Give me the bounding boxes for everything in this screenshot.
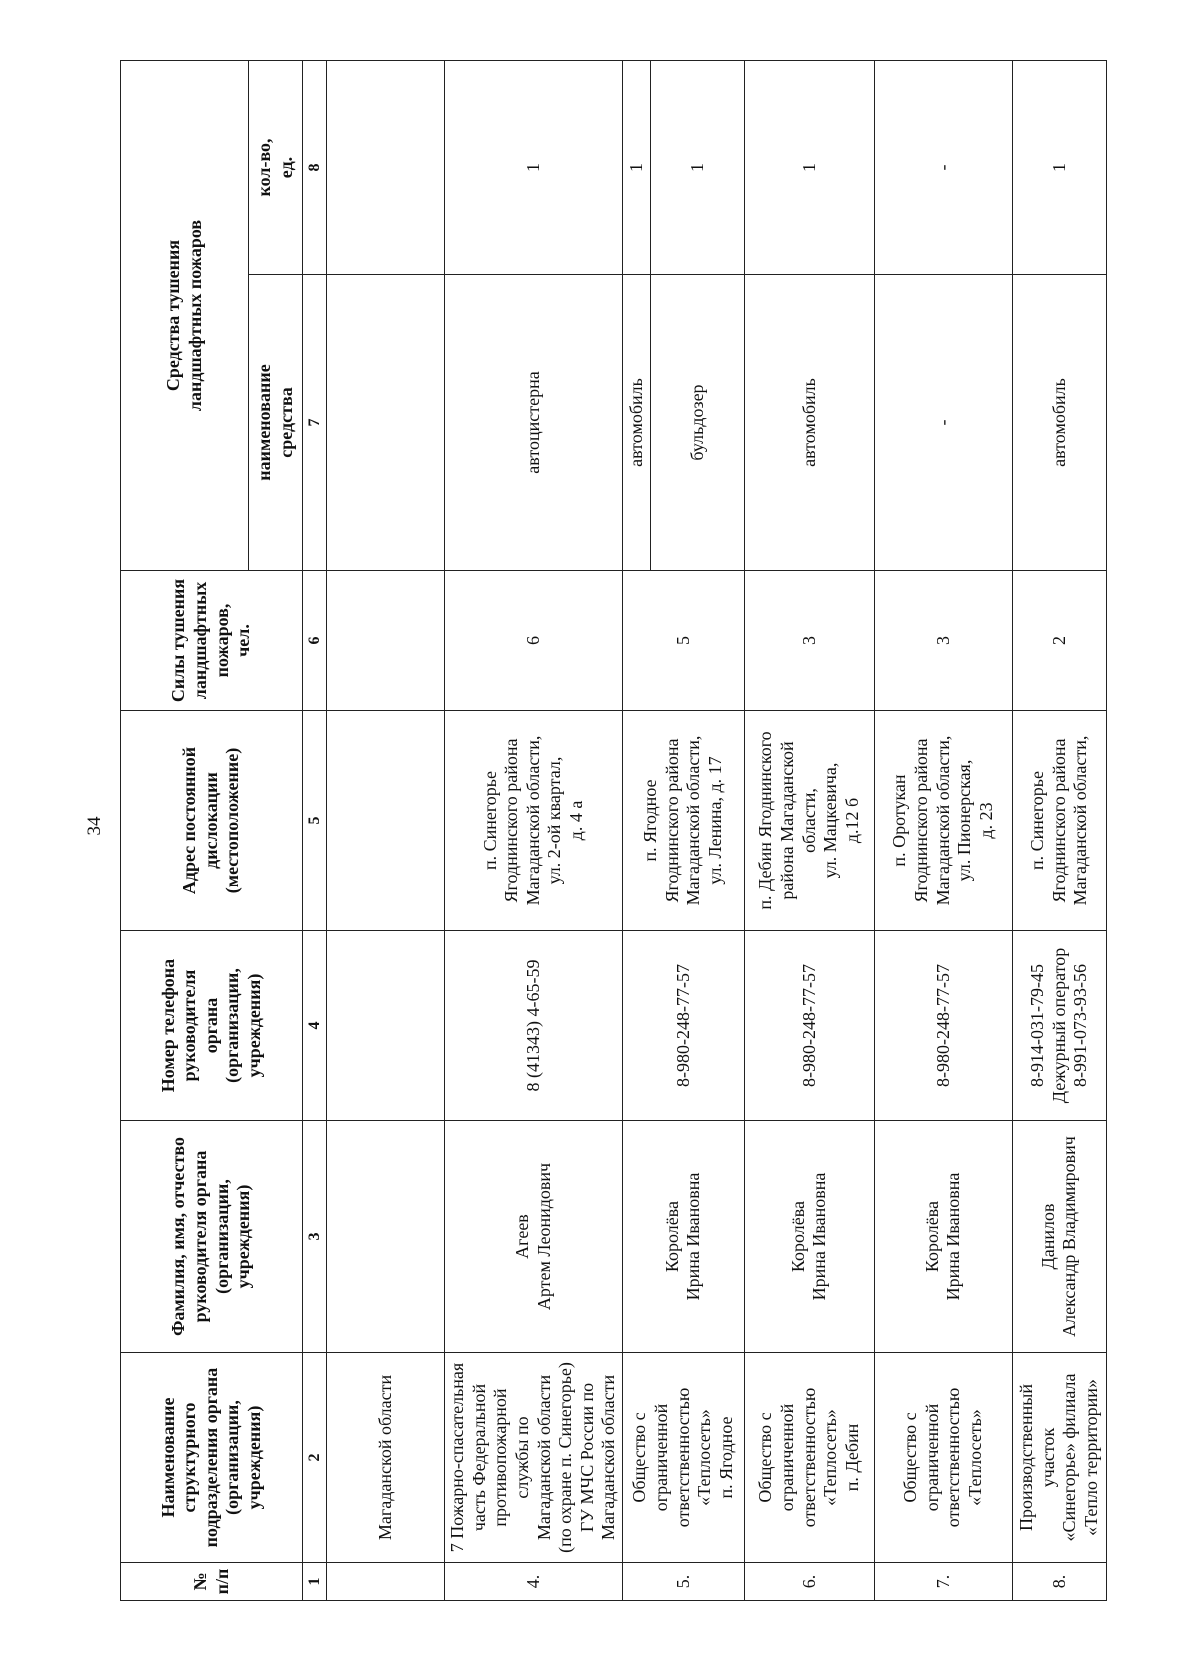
row-org: Общество с ограниченной ответственностью «Теплосеть» п. Дебин xyxy=(744,1353,874,1563)
row-phone: 8-980-248-77-57 xyxy=(744,931,874,1121)
header-head: Фамилия, имя, отчество руководителя органа (организации, учреждения) xyxy=(121,1121,303,1353)
column-number: 6 xyxy=(303,571,327,711)
row-head: Королёва Ирина Ивановна xyxy=(874,1121,1012,1353)
row-forces: 3 xyxy=(874,571,1012,711)
column-number: 4 xyxy=(303,931,327,1121)
row-phone: 8-980-248-77-57 xyxy=(622,931,744,1121)
page-number: 34 xyxy=(84,816,105,836)
row-num: 8. xyxy=(1012,1563,1106,1601)
column-numbers-row xyxy=(303,61,327,1601)
row-head xyxy=(327,1121,445,1353)
row-head: Королёва Ирина Ивановна xyxy=(744,1121,874,1353)
row-means-name: - xyxy=(874,275,1012,571)
row-address: п. Синегорье Ягоднинского района Магаданской области, xyxy=(1012,711,1106,931)
row-means-qty: - xyxy=(874,61,1012,275)
row-means-name: бульдозер xyxy=(650,275,744,571)
row-address: п. Синегорье Ягоднинского района Магаданской области, ул. 2-ой квартал, д. 4 а xyxy=(445,711,623,931)
table-row xyxy=(1012,61,1106,1601)
row-means-qty: 1 xyxy=(622,61,650,275)
row-means-qty: 1 xyxy=(1012,61,1106,275)
row-means-name: автомобиль xyxy=(622,275,650,571)
row-address: п. Оротукан Ягоднинского района Магаданской области, ул. Пионерская, д. 23 xyxy=(874,711,1012,931)
header-forces: Силы тушения ландшафтных пожаров, чел. xyxy=(121,571,303,711)
row-address: п. Ягодное Ягоднинского района Магаданской области, ул. Ленина, д. 17 xyxy=(622,711,744,931)
header-address: Адрес постоянной дислокации (местоположение) xyxy=(121,711,303,931)
row-org: Производственный участок «Синегорье» филиала «Тепло территории» xyxy=(1012,1353,1106,1563)
row-address: п. Дебин Ягоднинского района Магаданской области, ул. Мацкевича, д.12 б xyxy=(744,711,874,931)
row-means-name: автомобиль xyxy=(1012,275,1106,571)
row-means-qty xyxy=(327,61,445,275)
column-number: 8 xyxy=(303,61,327,275)
header-means-qty: кол-во, ед. xyxy=(249,61,303,275)
row-num xyxy=(327,1563,445,1601)
row-forces: 3 xyxy=(744,571,874,711)
row-head: Агеев Артем Леонидович xyxy=(445,1121,623,1353)
header-org: Наименование структурного подразделения органа (организации, учреждения) xyxy=(121,1353,303,1563)
row-means-qty: 1 xyxy=(650,61,744,275)
row-forces: 5 xyxy=(622,571,744,711)
column-number: 1 xyxy=(303,1563,327,1601)
row-forces xyxy=(327,571,445,711)
row-head: Королёва Ирина Ивановна xyxy=(622,1121,744,1353)
header-means-name: наименование средства xyxy=(249,275,303,571)
header-num: № п/п xyxy=(121,1563,303,1601)
row-num: 6. xyxy=(744,1563,874,1601)
table-row xyxy=(744,61,874,1601)
header-means-group: Средства тушения ландшафтных пожаров xyxy=(121,61,249,571)
fire-forces-table xyxy=(120,60,1107,1601)
rotated-page-content xyxy=(120,61,1102,1601)
row-means-name: автомобиль xyxy=(744,275,874,571)
row-org: Общество с ограниченной ответственностью «Теплосеть» xyxy=(874,1353,1012,1563)
row-org: Магаданской области xyxy=(327,1353,445,1563)
table-body xyxy=(121,61,1107,1601)
column-number: 3 xyxy=(303,1121,327,1353)
column-number: 2 xyxy=(303,1353,327,1563)
row-phone: 8-914-031-79-45 Дежурный оператор 8-991-073-93-56 xyxy=(1012,931,1106,1121)
header-row-top xyxy=(121,61,249,1601)
row-org: Общество с ограниченной ответственностью «Теплосеть» п. Ягодное xyxy=(622,1353,744,1563)
row-forces: 2 xyxy=(1012,571,1106,711)
row-forces: 6 xyxy=(445,571,623,711)
table-row xyxy=(327,61,445,1601)
table-row xyxy=(874,61,1012,1601)
row-phone: 8 (41343) 4-65-59 xyxy=(445,931,623,1121)
row-means-qty: 1 xyxy=(744,61,874,275)
header-phone: Номер телефона руководителя органа (организации, учреждения) xyxy=(121,931,303,1121)
row-phone: 8-980-248-77-57 xyxy=(874,931,1012,1121)
row-means-name xyxy=(327,275,445,571)
table-row xyxy=(622,61,650,1601)
row-address xyxy=(327,711,445,931)
row-num: 5. xyxy=(622,1563,744,1601)
row-means-qty: 1 xyxy=(445,61,623,275)
row-head: Данилов Александр Владимирович xyxy=(1012,1121,1106,1353)
row-num: 7. xyxy=(874,1563,1012,1601)
column-number: 5 xyxy=(303,711,327,931)
row-num: 4. xyxy=(445,1563,623,1601)
row-means-name: автоцистерна xyxy=(445,275,623,571)
row-org: 7 Пожарно-спасательная часть Федеральной противопожарной службы по Магаданской области (по охране п. Синегорье) ГУ МЧС России по Магаданской области xyxy=(445,1353,623,1563)
table-row xyxy=(445,61,623,1601)
column-number: 7 xyxy=(303,275,327,571)
row-phone xyxy=(327,931,445,1121)
